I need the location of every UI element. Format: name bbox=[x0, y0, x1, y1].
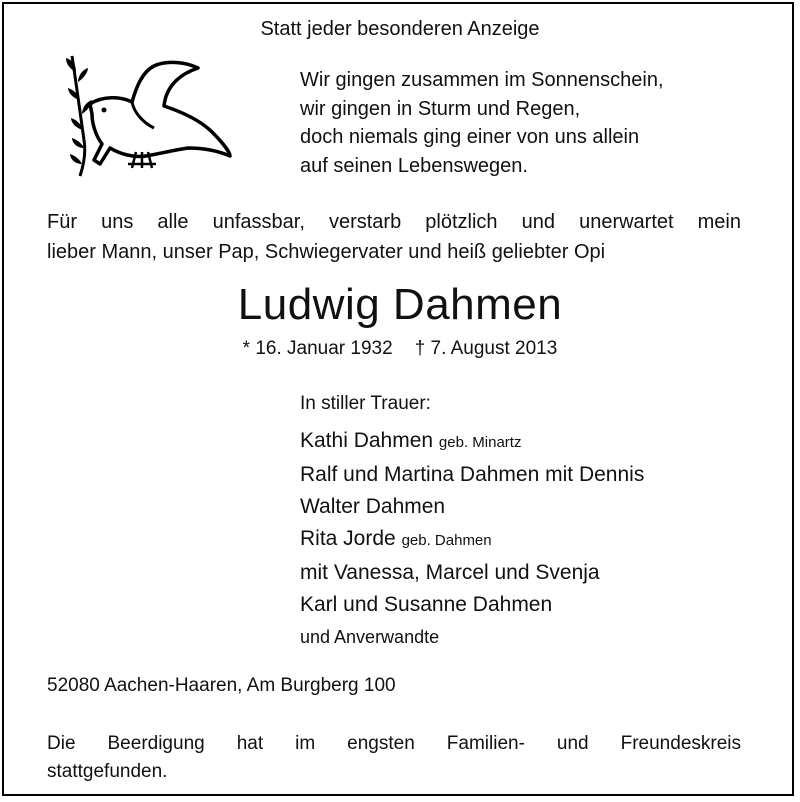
mourner-name: Walter Dahmen bbox=[300, 495, 446, 518]
mourner-name: Ralf und Martina Dahmen mit Dennis bbox=[300, 463, 645, 486]
poem-line: doch niemals ging einer von uns allein bbox=[300, 126, 640, 148]
intro-line: Für uns alle unfassbar, verstarb plötzlich und unerwartet mein bbox=[47, 211, 741, 233]
mourner-name: Rita Jorde bbox=[300, 527, 396, 550]
intro-text bbox=[47, 207, 741, 267]
mourner-note: geb. Dahmen bbox=[401, 532, 492, 549]
poem-line: auf seinen Lebenswegen. bbox=[300, 154, 528, 177]
mourner-entry bbox=[300, 523, 644, 557]
mourner-name: Karl und Susanne Dahmen bbox=[300, 593, 553, 616]
mourners-list bbox=[300, 425, 644, 653]
burial-note bbox=[47, 730, 741, 786]
poem bbox=[300, 66, 664, 180]
mourner-entry bbox=[300, 557, 644, 589]
relatives-line: und Anverwandte bbox=[300, 627, 440, 647]
life-dates bbox=[0, 338, 800, 360]
mourner-name: mit Vanessa, Marcel und Svenja bbox=[300, 561, 600, 584]
mourner-name: Kathi Dahmen bbox=[300, 429, 434, 452]
mourner-entry bbox=[300, 491, 644, 523]
mourner-entry bbox=[300, 589, 644, 621]
mourners-label: In stiller Trauer: bbox=[300, 393, 431, 414]
poem-line: Wir gingen zusammen im Sonnenschein, bbox=[300, 69, 664, 91]
poem-line: wir gingen in Sturm und Regen, bbox=[300, 97, 581, 120]
deceased-name: Ludwig Dahmen bbox=[237, 280, 563, 329]
death-date: † 7. August 2013 bbox=[414, 338, 558, 359]
intro-line: lieber Mann, unser Pap, Schwiegervater und heiß geliebter Opi bbox=[47, 241, 606, 263]
address: 52080 Aachen-Haaren, Am Burgberg 100 bbox=[47, 675, 396, 696]
birth-date: * 16. Januar 1932 bbox=[242, 338, 393, 359]
burial-line: Die Beerdigung hat im engsten Familien- und Freundeskreis bbox=[47, 733, 741, 754]
mourner-note: geb. Minartz bbox=[438, 434, 522, 451]
mourner-entry bbox=[300, 459, 644, 491]
dove-with-branch-icon bbox=[62, 52, 232, 182]
mourner-entry bbox=[300, 425, 644, 459]
notice-heading: Statt jeder besonderen Anzeige bbox=[260, 18, 540, 40]
burial-line: stattgefunden. bbox=[47, 761, 168, 782]
